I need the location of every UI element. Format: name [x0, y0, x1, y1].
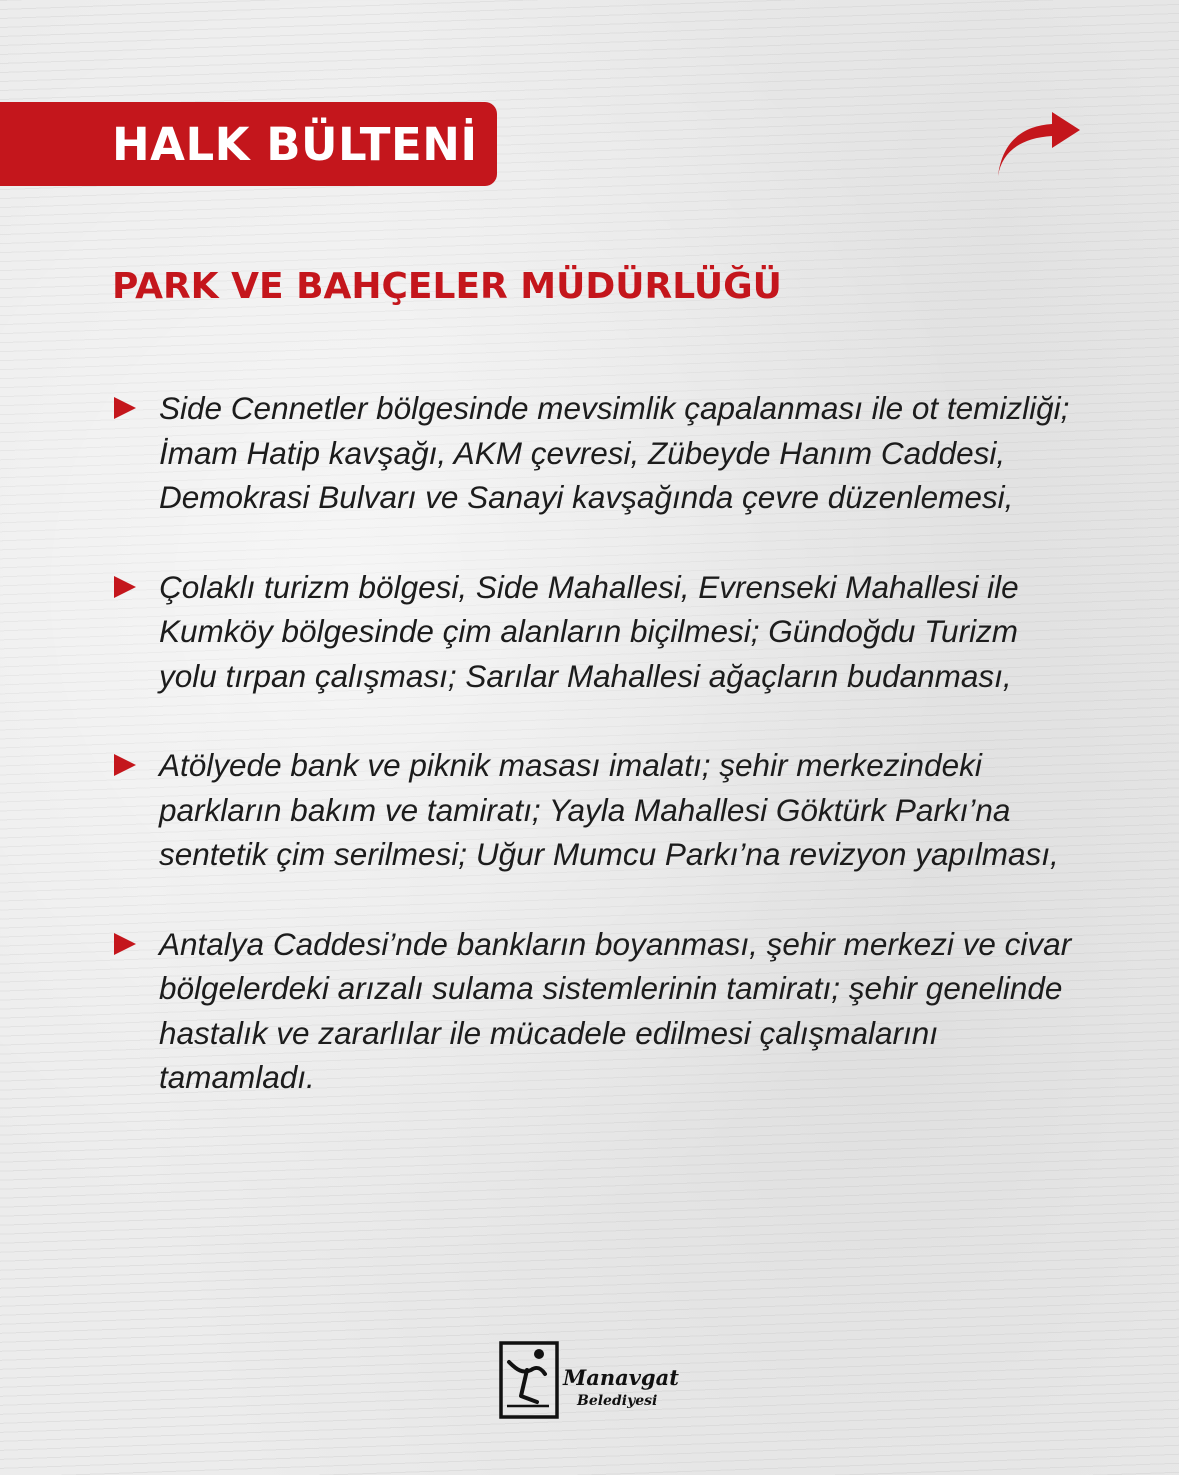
bulletin-list: [112, 386, 1072, 1100]
share-arrow-icon[interactable]: [990, 104, 1086, 184]
triangle-bullet-icon: [114, 576, 136, 598]
list-item-text: Atölyede bank ve piknik masası imalatı; şehir merkezindeki parkların bakım ve tamiratı; Yayla Mahallesi Göktürk Parkı’na sentetik çim serilmesi; Uğur Mumcu Parkı’na revizyon yapılması,: [159, 747, 1059, 872]
list-item: [112, 565, 1072, 699]
list-item-text: Çolaklı turizm bölgesi, Side Mahallesi, Evrenseki Mahallesi ile Kumköy bölgesinde çim alanların biçilmesi; Gündoğdu Turizm yolu tırpan çalışması; Sarılar Mahallesi ağaçların budanması,: [159, 568, 1019, 694]
section-title: PARK VE BAHÇELER MÜDÜRLÜĞÜ: [112, 266, 782, 307]
list-item: [112, 922, 1072, 1100]
page-title: HALK BÜLTENİ: [112, 118, 478, 171]
logo-name: Manavgat: [563, 1365, 679, 1390]
list-item: [112, 386, 1072, 520]
list-item-text: Side Cennetler bölgesinde mevsimlik çapalanması ile ot temizliği; İmam Hatip kavşağı, AKM çevresi, Zübeyde Hanım Caddesi, Demokrasi Bulvarı ve Sanayi kavşağında çevre düzenlemesi,: [159, 390, 1070, 515]
triangle-bullet-icon: [114, 933, 136, 955]
logo-mark-icon: [497, 1340, 563, 1420]
triangle-bullet-icon: [114, 754, 136, 776]
triangle-bullet-icon: [114, 397, 136, 419]
municipality-logo: [497, 1340, 687, 1424]
list-item-text: Antalya Caddesi’nde bankların boyanması, şehir merkezi ve civar bölgelerdeki arızalı sulama sistemlerinin tamiratı; şehir genelinde hastalık ve zararlılar ile mücadele edilmesi çalışmalarını tamamladı.: [159, 925, 1072, 1095]
list-item: [112, 743, 1072, 877]
logo-subtitle: Belediyesi: [577, 1393, 658, 1409]
